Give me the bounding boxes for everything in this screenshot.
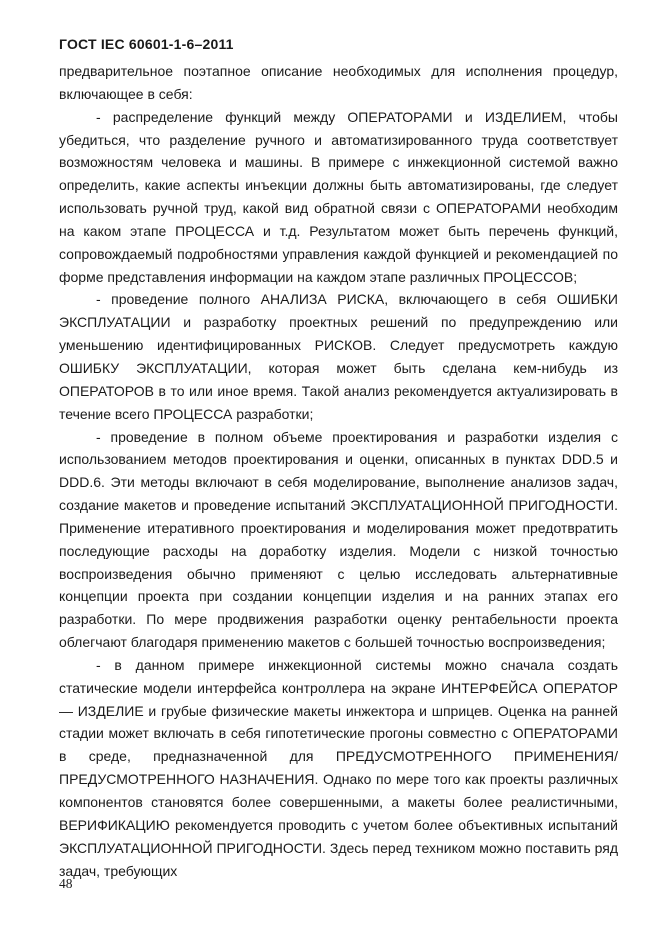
bullet-paragraph-risk-analysis: - проведение полного АНАЛИЗА РИСКА, включающего в себя ОШИБКИ ЭКСПЛУАТАЦИИ и разработку проектных решений по предупреждению или уменьшению идентифицированных РИСКОВ. Следует предусмотреть каждую ОШИБКУ ЭКСПЛУАТАЦИИ, которая может быть сделана кем-нибудь из ОПЕРАТОРОВ в то или иное время. Такой анализ рекомендуется актуализировать в течение всего ПРОЦЕССА разработки; <box>59 291 618 422</box>
document-header-title: ГОСТ IEC 60601-1-6–2011 <box>59 36 234 52</box>
bullet-paragraph-design-development: - проведение в полном объеме проектирования и разработки изделия с использованием методов проектирования и оценки, описанных в пунктах DDD.5 и DDD.6. Эти методы включают в себя моделирование, выполнение анализов задач, создание макетов и проведение испытаний ЭКСПЛУАТАЦИОННОЙ ПРИГОДНОСТИ. Применение итеративного проектирования и моделирования может предотвратить последующие расходы на доработку изделия. Модели с низкой точностью воспроизведения обычно применяют с целью исследовать альтернативные концепции проекта при создании концепции изделия и на ранних этапах его разработки. По мере продвижения разработки оценку рентабельности проекта облегчают благодаря применению макетов с большей точностью воспроизведения; <box>59 428 618 651</box>
page-number: 48 <box>59 876 73 891</box>
bullet-paragraph-function-allocation: - распределение функций между ОПЕРАТОРАМИ и ИЗДЕЛИЕМ, чтобы убедиться, что разделение ручного и автоматизированного труда соответствует возможностям человека и машины. В примере с инжекционной системой важно определить, какие аспекты инъекции должны быть автоматизированы, где следует использовать ручной труд, какой вид обратной связи с ОПЕРАТОРАМИ необходим на каком этапе ПРОЦЕССА и т.д. Результатом может быть перечень функций, сопровождаемый подробностями управления каждой функцией и рекомендацией по форме представления информации на каждом этапе различных ПРОЦЕССОВ; <box>59 108 618 285</box>
body-paragraph-continuation: предварительное поэтапное описание необходимых для исполнения процедур, включающее в себя: <box>59 63 618 102</box>
bullet-paragraph-injection-example: - в данном примере инжекционной системы можно сначала создать статические модели интерфейса контроллера на экране ИНТЕРФЕЙСА ОПЕРАТОР — ИЗДЕЛИЕ и грубые физические макеты инжектора и шприцев. Оценка на ранней стадии может включать в себя гипотетические прогоны совместно с ОПЕРАТОРАМИ в среде, предназначенной для ПРЕДУСМОТРЕННОГО ПРИМЕНЕНИЯ/ПРЕДУСМОТРЕННОГО НАЗНАЧЕНИЯ. Однако по мере того как проекты различных компонентов становятся более совершенными, а макеты более реалистичными, ВЕРИФИКАЦИЮ рекомендуется проводить с учетом более объективных испытаний ЭКСПЛУАТАЦИОННОЙ ПРИГОДНОСТИ. Здесь перед техником можно поставить ряд задач, требующих <box>59 656 618 879</box>
document-body <box>59 60 618 882</box>
